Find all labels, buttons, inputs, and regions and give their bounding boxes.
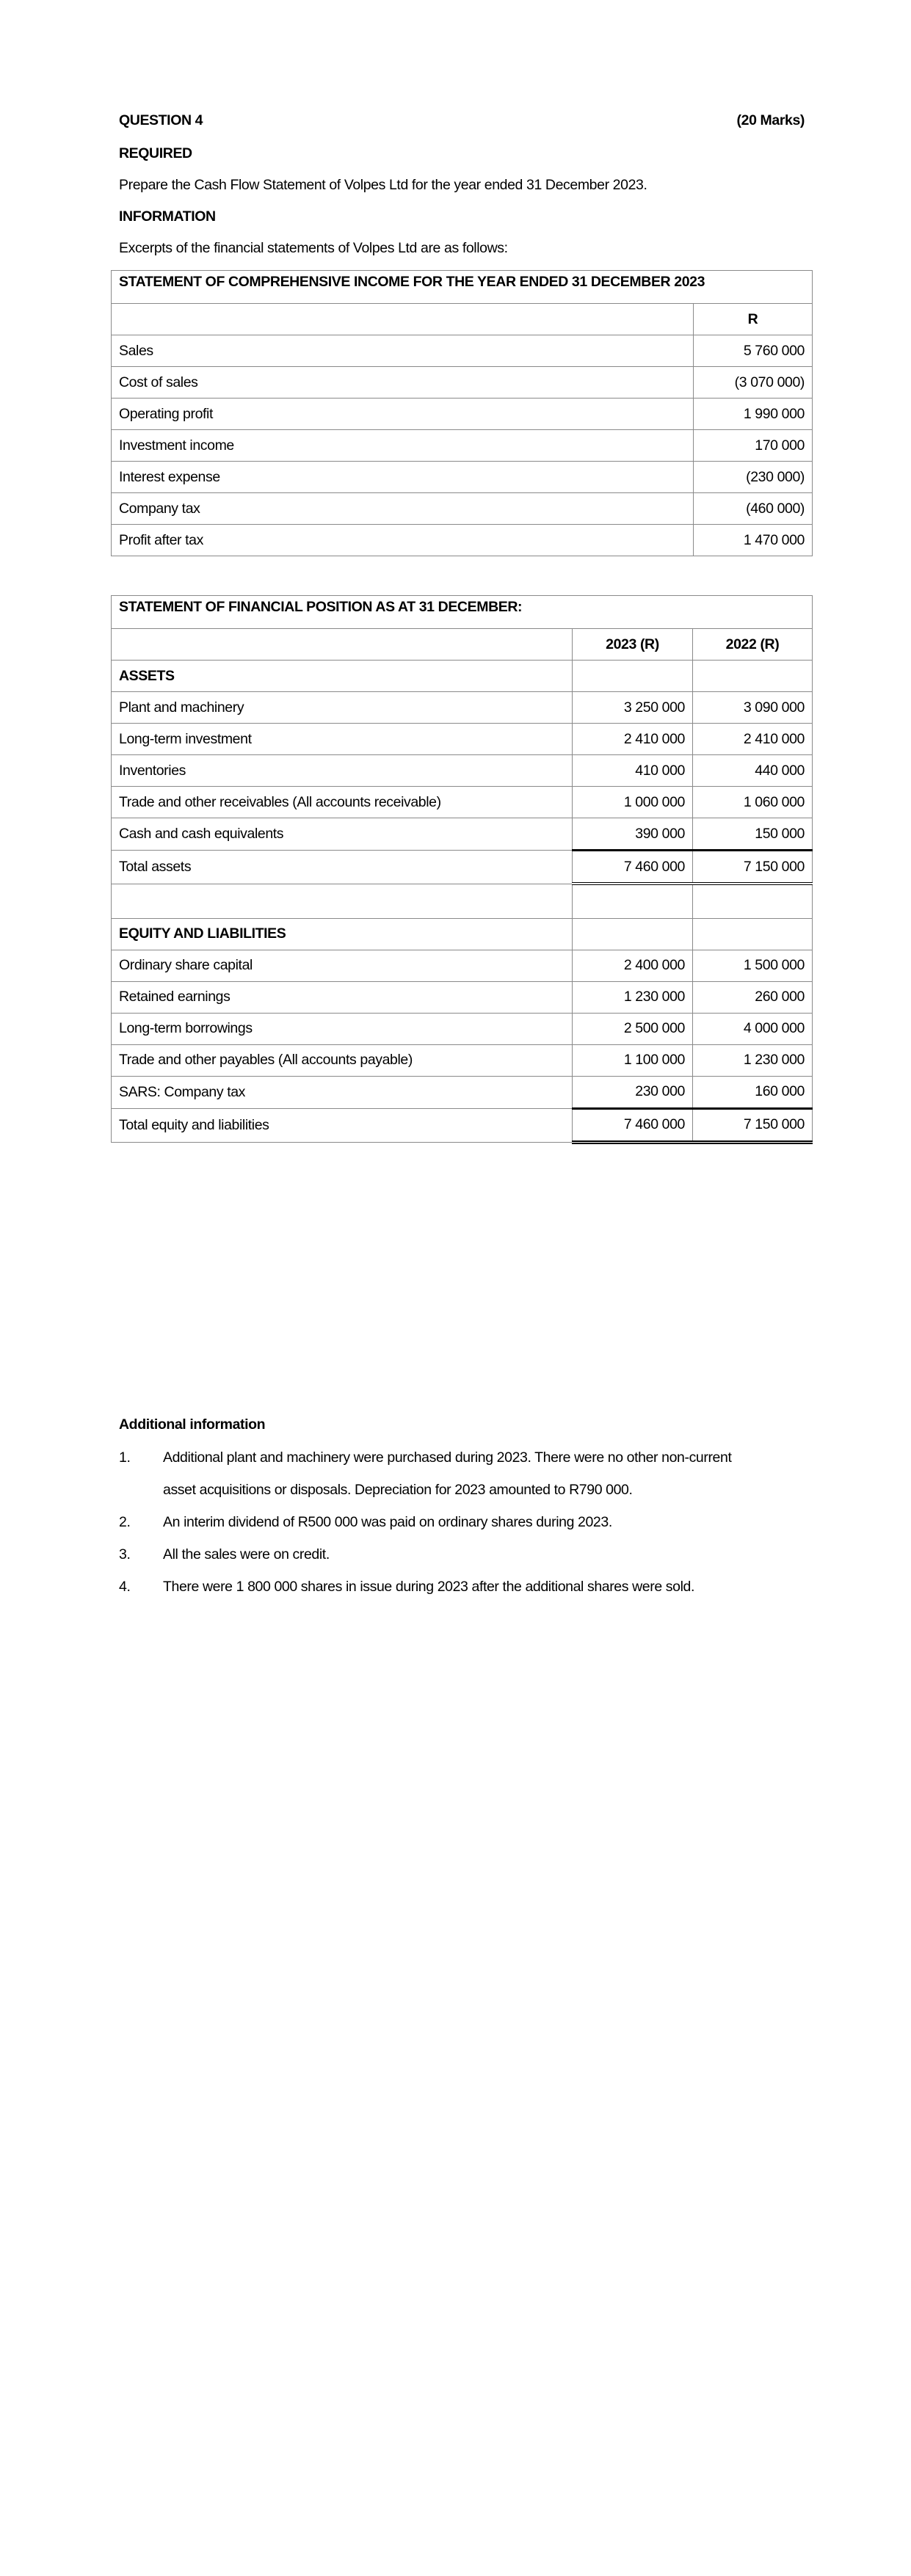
total-equity-2022: 7 150 000: [693, 1108, 813, 1142]
list-item: [119, 1506, 816, 1538]
row-label: Long-term borrowings: [112, 1013, 573, 1044]
item-number: 2.: [119, 1514, 131, 1530]
row-label: Investment income: [112, 430, 694, 462]
row-label: Plant and machinery: [112, 692, 573, 724]
item-text: [163, 1538, 330, 1571]
column-header: R: [694, 304, 813, 335]
column-header-2023: 2023 (R): [573, 629, 693, 661]
table-row: [112, 335, 813, 367]
financial-position-title: STATEMENT OF FINANCIAL POSITION AS AT 31 DECEMBER:: [112, 596, 813, 629]
item-line: There were 1 800 000 shares in issue during 2023 after the additional shares were sold.: [163, 1579, 694, 1595]
table-row: [112, 430, 813, 462]
value-2023: 2 500 000: [573, 1013, 693, 1044]
row-label: Sales: [112, 335, 694, 367]
value-2022: 150 000: [693, 818, 813, 851]
additional-info-list: [119, 1441, 816, 1603]
question-marks: (20 Marks): [736, 112, 805, 128]
value-2022: 3 090 000: [693, 692, 813, 724]
table-row: [112, 724, 813, 755]
value-2022: 1 500 000: [693, 950, 813, 981]
value-2023: 1 230 000: [573, 981, 693, 1013]
financial-position-table: [111, 595, 813, 1144]
value-2022: 1 060 000: [693, 787, 813, 818]
value-2023: 2 410 000: [573, 724, 693, 755]
income-statement-table: [111, 270, 813, 556]
item-line: asset acquisitions or disposals. Depreciation for 2023 amounted to R790 000.: [163, 1482, 633, 1498]
total-assets-2023: 7 460 000: [573, 851, 693, 884]
list-item: [119, 1538, 816, 1571]
row-label: Retained earnings: [112, 981, 573, 1013]
column-header-2022: 2022 (R): [693, 629, 813, 661]
information-heading: INFORMATION: [119, 208, 216, 225]
total-equity-2023: 7 460 000: [573, 1108, 693, 1142]
item-text: [163, 1506, 612, 1538]
table-row: [112, 367, 813, 399]
table-row: [112, 1044, 813, 1076]
item-line: Additional plant and machinery were purchased during 2023. There were no other non-current: [163, 1449, 732, 1466]
row-label: Long-term investment: [112, 724, 573, 755]
table-row: [112, 399, 813, 430]
row-label: Operating profit: [112, 399, 694, 430]
table-row: [112, 692, 813, 724]
list-item: [119, 1441, 816, 1506]
row-value: 170 000: [694, 430, 813, 462]
row-label: Interest expense: [112, 462, 694, 493]
row-value: 1 470 000: [694, 525, 813, 556]
value-2023: 1 000 000: [573, 787, 693, 818]
table-row: [112, 755, 813, 787]
row-label: Inventories: [112, 755, 573, 787]
item-number: 3.: [119, 1546, 131, 1562]
row-value: (460 000): [694, 493, 813, 525]
required-heading: REQUIRED: [119, 145, 192, 161]
value-2023: 390 000: [573, 818, 693, 851]
assets-heading: ASSETS: [112, 661, 573, 692]
item-line: All the sales were on credit.: [163, 1546, 330, 1562]
total-assets-2022: 7 150 000: [693, 851, 813, 884]
value-2022: 4 000 000: [693, 1013, 813, 1044]
value-2023: 2 400 000: [573, 950, 693, 981]
value-2022: 2 410 000: [693, 724, 813, 755]
table-row: [112, 818, 813, 851]
value-2023: 410 000: [573, 755, 693, 787]
table-row: [112, 525, 813, 556]
equity-heading: EQUITY AND LIABILITIES: [112, 918, 573, 950]
item-text: [163, 1441, 731, 1506]
row-value: (3 070 000): [694, 367, 813, 399]
information-text: Excerpts of the financial statements of Volpes Ltd are as follows:: [119, 240, 508, 256]
item-text: [163, 1571, 694, 1603]
value-2023: 3 250 000: [573, 692, 693, 724]
row-label: Trade and other payables (All accounts payable): [112, 1044, 573, 1076]
total-assets-label: Total assets: [112, 851, 573, 884]
row-label: Ordinary share capital: [112, 950, 573, 981]
row-label: Profit after tax: [112, 525, 694, 556]
value-2022: 1 230 000: [693, 1044, 813, 1076]
value-2023: 230 000: [573, 1076, 693, 1108]
table-row: [112, 950, 813, 981]
row-value: (230 000): [694, 462, 813, 493]
table-row: [112, 1013, 813, 1044]
value-2022: 440 000: [693, 755, 813, 787]
list-item: [119, 1571, 816, 1603]
table-row: [112, 981, 813, 1013]
table-row: [112, 462, 813, 493]
value-2023: 1 100 000: [573, 1044, 693, 1076]
table-row: [112, 1076, 813, 1108]
item-number: 1.: [119, 1449, 131, 1466]
table-row: [112, 787, 813, 818]
item-line: An interim dividend of R500 000 was paid on ordinary shares during 2023.: [163, 1514, 612, 1530]
value-2022: 260 000: [693, 981, 813, 1013]
row-label: Company tax: [112, 493, 694, 525]
row-label: Trade and other receivables (All accounts receivable): [112, 787, 573, 818]
income-statement-title: STATEMENT OF COMPREHENSIVE INCOME FOR THE YEAR ENDED 31 DECEMBER 2023: [112, 271, 813, 304]
required-text: Prepare the Cash Flow Statement of Volpes Ltd for the year ended 31 December 2023.: [119, 177, 647, 193]
value-2022: 160 000: [693, 1076, 813, 1108]
row-value: 1 990 000: [694, 399, 813, 430]
additional-heading: Additional information: [119, 1416, 266, 1433]
row-label: Cash and cash equivalents: [112, 818, 573, 851]
item-number: 4.: [119, 1579, 131, 1595]
total-equity-label: Total equity and liabilities: [112, 1108, 573, 1142]
table-row: [112, 493, 813, 525]
question-title: QUESTION 4: [119, 112, 203, 128]
row-label: Cost of sales: [112, 367, 694, 399]
row-label: SARS: Company tax: [112, 1076, 573, 1108]
row-value: 5 760 000: [694, 335, 813, 367]
